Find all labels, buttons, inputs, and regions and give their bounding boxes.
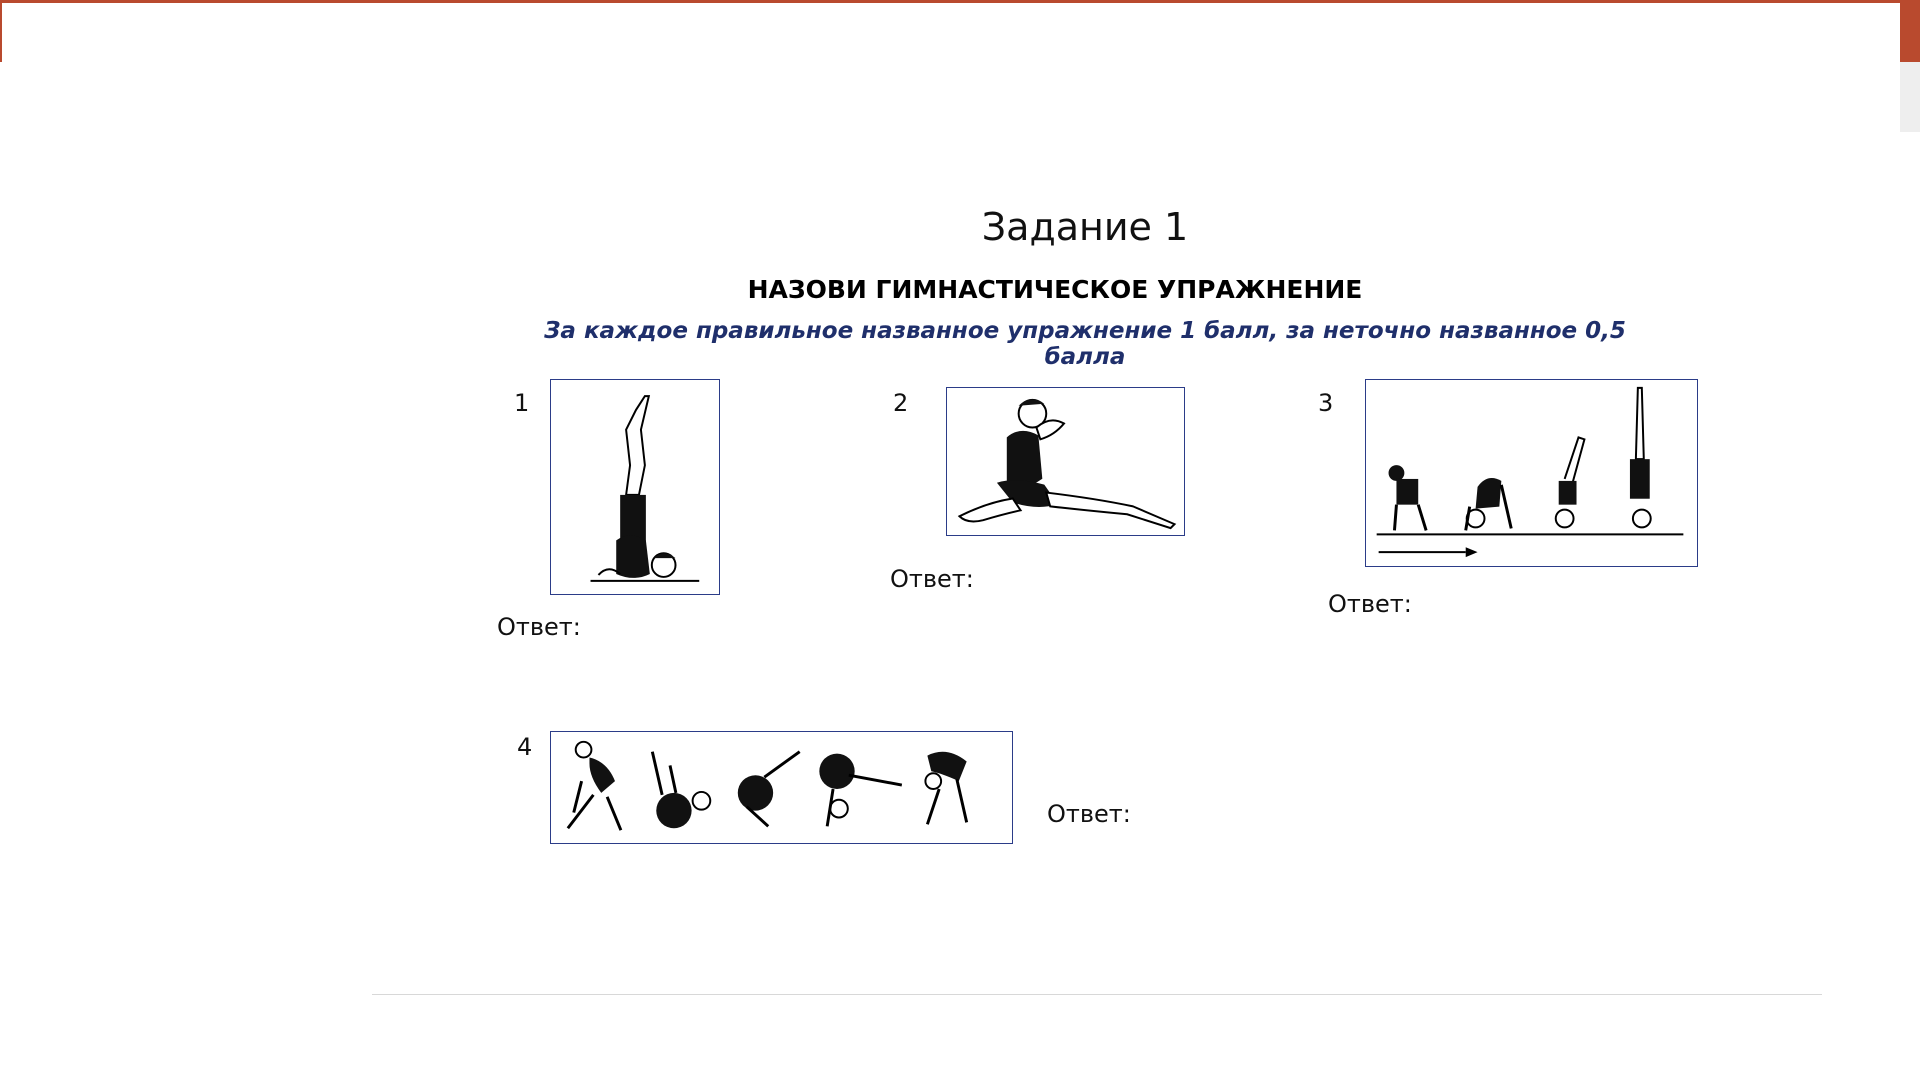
exercise-2-answer-label: Ответ: (890, 565, 974, 593)
headstand-sequence-figure (1366, 380, 1697, 566)
exercise-3-answer-label: Ответ: (1328, 590, 1412, 618)
exercise-4-answer-label: Ответ: (1047, 800, 1131, 828)
split-bridge-figure (947, 388, 1184, 535)
exercise-3-number: 3 (1318, 389, 1334, 417)
exercise-1-picture (550, 379, 720, 595)
slide-title: Задание 1 (981, 205, 1189, 249)
forward-roll-sequence-figure (551, 732, 1012, 843)
exercise-1-answer-label: Ответ: (497, 613, 581, 641)
slide-subtitle: НАЗОВИ ГИМНАСТИЧЕСКОЕ УПРАЖНЕНИЕ (747, 275, 1363, 304)
shoulder-stand-figure (551, 380, 719, 594)
scrollbar-strip[interactable] (1900, 62, 1920, 132)
window-top-accent-bar (0, 0, 1920, 3)
exercise-2-number: 2 (893, 389, 909, 417)
exercise-4-picture (550, 731, 1013, 844)
slide-bottom-divider (372, 994, 1822, 995)
exercise-3-picture (1365, 379, 1698, 567)
scoring-instruction: За каждое правильное названное упражнение 1 балл, за неточно названное 0,5 балла (544, 318, 1626, 370)
exercise-2-picture (946, 387, 1185, 536)
exercise-4-number: 4 (517, 733, 533, 761)
exercise-1-number: 1 (514, 389, 530, 417)
window-left-accent (0, 0, 2, 62)
window-right-accent (1900, 0, 1920, 62)
